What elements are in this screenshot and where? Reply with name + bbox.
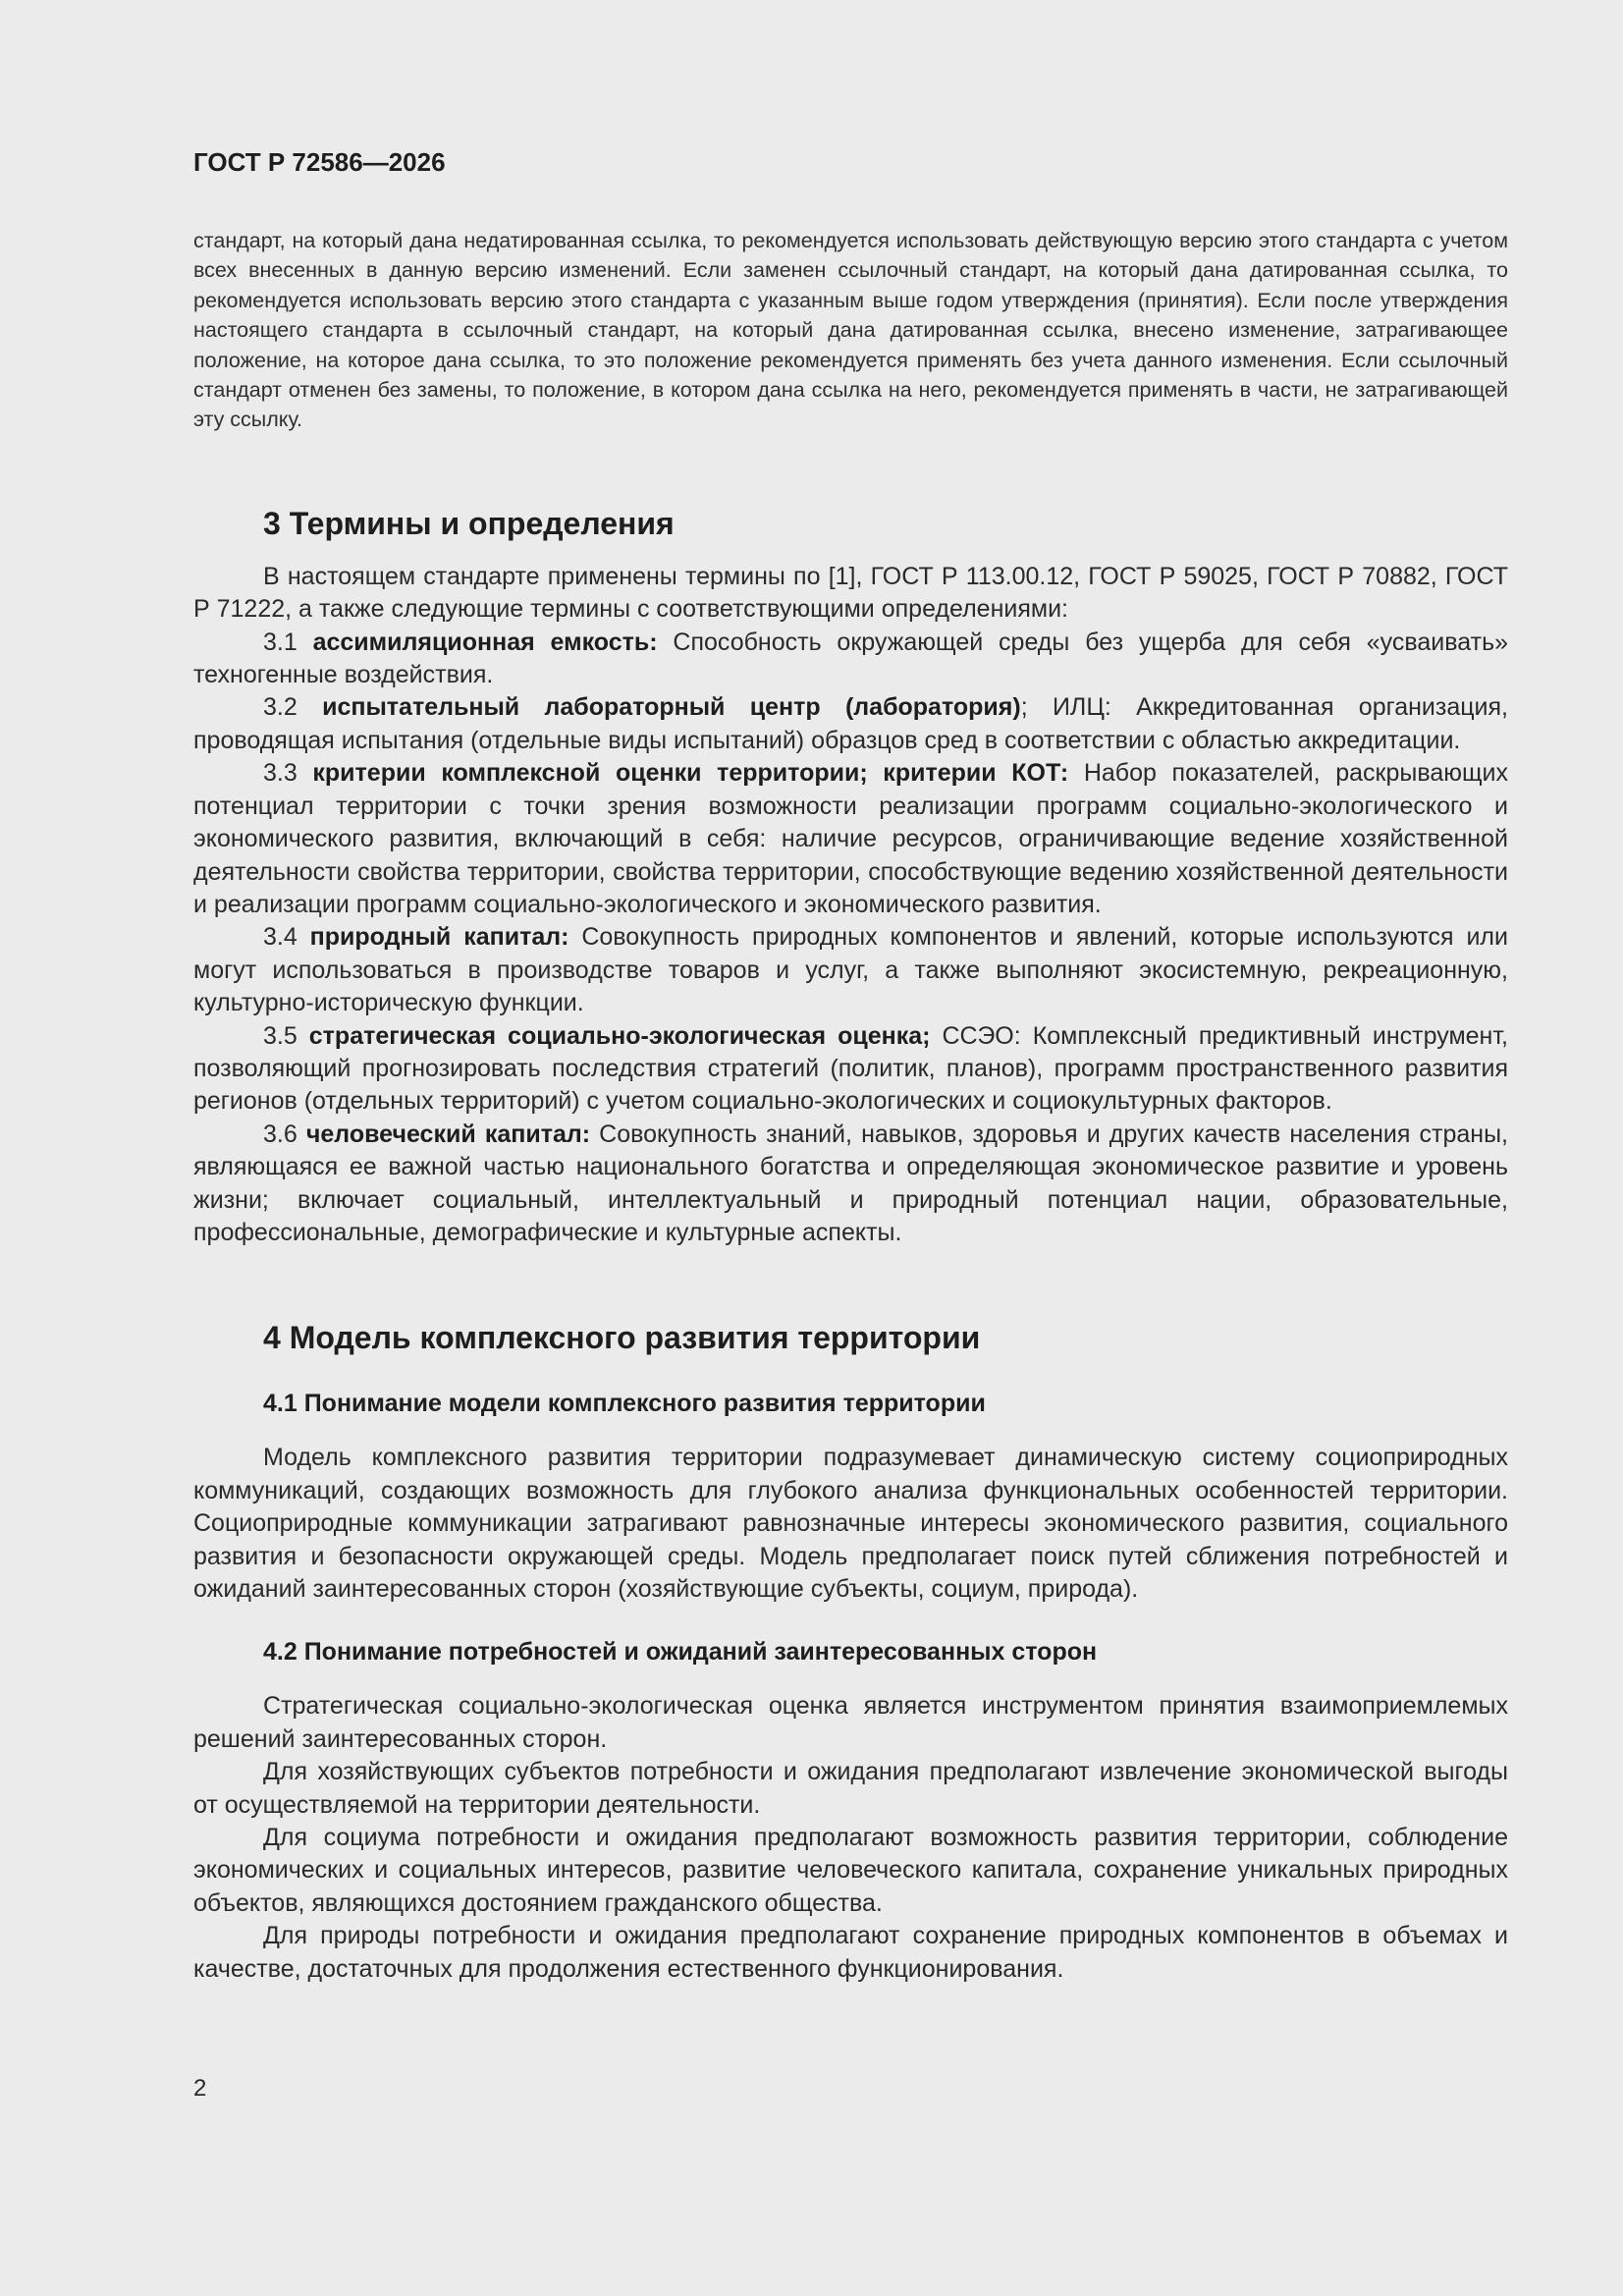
term-definition: ССЭО: Комплексный предиктивный инструмент, позволяющий прогнозировать последствия стратегий (политик, планов), программ пространственного развития регионов (отдельных территорий) с учетом социально-экологических и социокультурных факторов.	[193, 1021, 1508, 1116]
term-number: 3.1	[263, 628, 313, 656]
subsection-4-2-paragraph: Для хозяйствующих субъектов потребности и ожидания предполагают извлечение экономической выгоды от осуществляемой на территории деятельности.	[193, 1758, 1508, 1819]
page-number: 2	[193, 2075, 207, 2102]
subsection-4-2-paragraph: Стратегическая социально-экологическая оценка является инструментом принятия взаимоприемлемых решений заинтересованных сторон.	[193, 1692, 1508, 1753]
term-3-4	[193, 921, 1508, 1019]
subsection-4-1-heading: 4.1 Понимание модели комплексного развития территории	[263, 1390, 986, 1418]
subsection-4-1-paragraph: Модель комплексного развития территории подразумевает динамическую систему социоприродных коммуникаций, создающих возможность для глубокого анализа функциональных особенностей территории. Социоприродные коммуникации затрагивают равнозначные интересы экономического развития, социального развития и безопасности окружающей среды. Модель предполагает поиск путей сближения потребностей и ожиданий заинтересованных сторон (хозяйствующие субъекты, социум, природа).	[193, 1444, 1508, 1603]
section-3-intro: В настоящем стандарте применены термины по [1], ГОСТ Р 113.00.12, ГОСТ Р 59025, ГОСТ Р 70882, ГОСТ Р 71222, а также следующие термины с соответствующими определениями:	[193, 562, 1508, 624]
term-3-6	[193, 1119, 1508, 1250]
term-name: ассимиляционная емкость:	[312, 628, 658, 656]
term-name: испытательный лабораторный центр (лаборатория)	[322, 693, 1021, 722]
subsection-4-2-paragraph: Для природы потребности и ожидания предполагают сохранение природных компонентов в объемах и качестве, достаточных для продолжения естественного функционирования.	[193, 1922, 1508, 1983]
term-3-2	[193, 691, 1508, 757]
term-definition: Совокупность природных компонентов и явлений, которые используются или могут использоваться в производстве товаров и услуг, а также выполняют экосистемную, рекреационную, культурно-историческую функции.	[193, 923, 1508, 1017]
term-number: 3.3	[263, 759, 313, 788]
term-3-1	[193, 627, 1508, 692]
section-3-heading: 3 Термины и определения	[263, 505, 675, 541]
subsection-4-2-paragraph: Для социума потребности и ожидания предполагают возможность развития территории, соблюдение экономических и социальных интересов, развитие человеческого капитала, сохранение уникальных природных объектов, являющихся достоянием гражданского общества.	[193, 1824, 1508, 1917]
term-3-5	[193, 1020, 1508, 1119]
term-definition: ; ИЛЦ: Аккредитованная организация, проводящая испытания (отдельные виды испытаний) образцов сред в соответствии с областью аккредитации.	[193, 693, 1508, 754]
term-definition: Набор показателей, раскрывающих потенциал территории с точки зрения возможности реализации программ социально-экологического и экономического развития, включающий в себя: наличие ресурсов, ограничивающие ведение хозяйственной деятельности свойства территории, свойства территории, способствующие ведению хозяйственной деятельности и реализации программ социально-экологического и экономического развития.	[193, 759, 1509, 918]
term-name: критерии комплексной оценки территории; критерии КОТ:	[312, 759, 1069, 788]
term-name: природный капитал:	[309, 923, 569, 952]
term-number: 3.6	[263, 1120, 306, 1148]
term-name: человеческий капитал:	[305, 1120, 591, 1148]
document-header: ГОСТ Р 72586—2026	[193, 147, 446, 177]
term-definition: Способность окружающей среды без ущерба для себя «усваивать» техногенные воздействия.	[193, 628, 1509, 689]
page-content	[193, 226, 1508, 1986]
term-name: стратегическая социально-экологическая оценка;	[308, 1021, 931, 1050]
section-4-heading: 4 Модель комплексного развития территории	[263, 1320, 981, 1356]
term-number: 3.2	[263, 693, 323, 722]
term-definition: Совокупность знаний, навыков, здоровья и других качеств населения страны, являющаяся ее важной частью национального богатства и определяющая экономическое развитие и уровень жизни; включает социальный, интеллектуальный и природный потенциал нации, образовательные, профессиональные, демографические и культурные аспекты.	[193, 1120, 1509, 1246]
term-number: 3.4	[263, 923, 310, 952]
term-number: 3.5	[263, 1021, 309, 1050]
term-3-3	[193, 757, 1508, 921]
intro-paragraph: стандарт, на который дана недатированная ссылка, то рекомендуется использовать действующую версию этого стандарта с учетом всех внесенных в данную версию изменений. Если заменен ссылочный стандарт, на который дана датированная ссылка, то рекомендуется использовать версию этого стандарта с указанным выше годом утверждения (принятия). Если после утверждения настоящего стандарта в ссылочный стандарт, на который дана датированная ссылка, внесено изменение, затрагивающее положение, на которое дана ссылка, то это положение рекомендуется применять без учета данного изменения. Если ссылочный стандарт отменен без замены, то положение, в котором дана ссылка на него, рекомендуется применять в части, не затрагивающей эту ссылку.	[193, 229, 1508, 432]
subsection-4-2-heading: 4.2 Понимание потребностей и ожиданий заинтересованных сторон	[263, 1638, 1098, 1667]
